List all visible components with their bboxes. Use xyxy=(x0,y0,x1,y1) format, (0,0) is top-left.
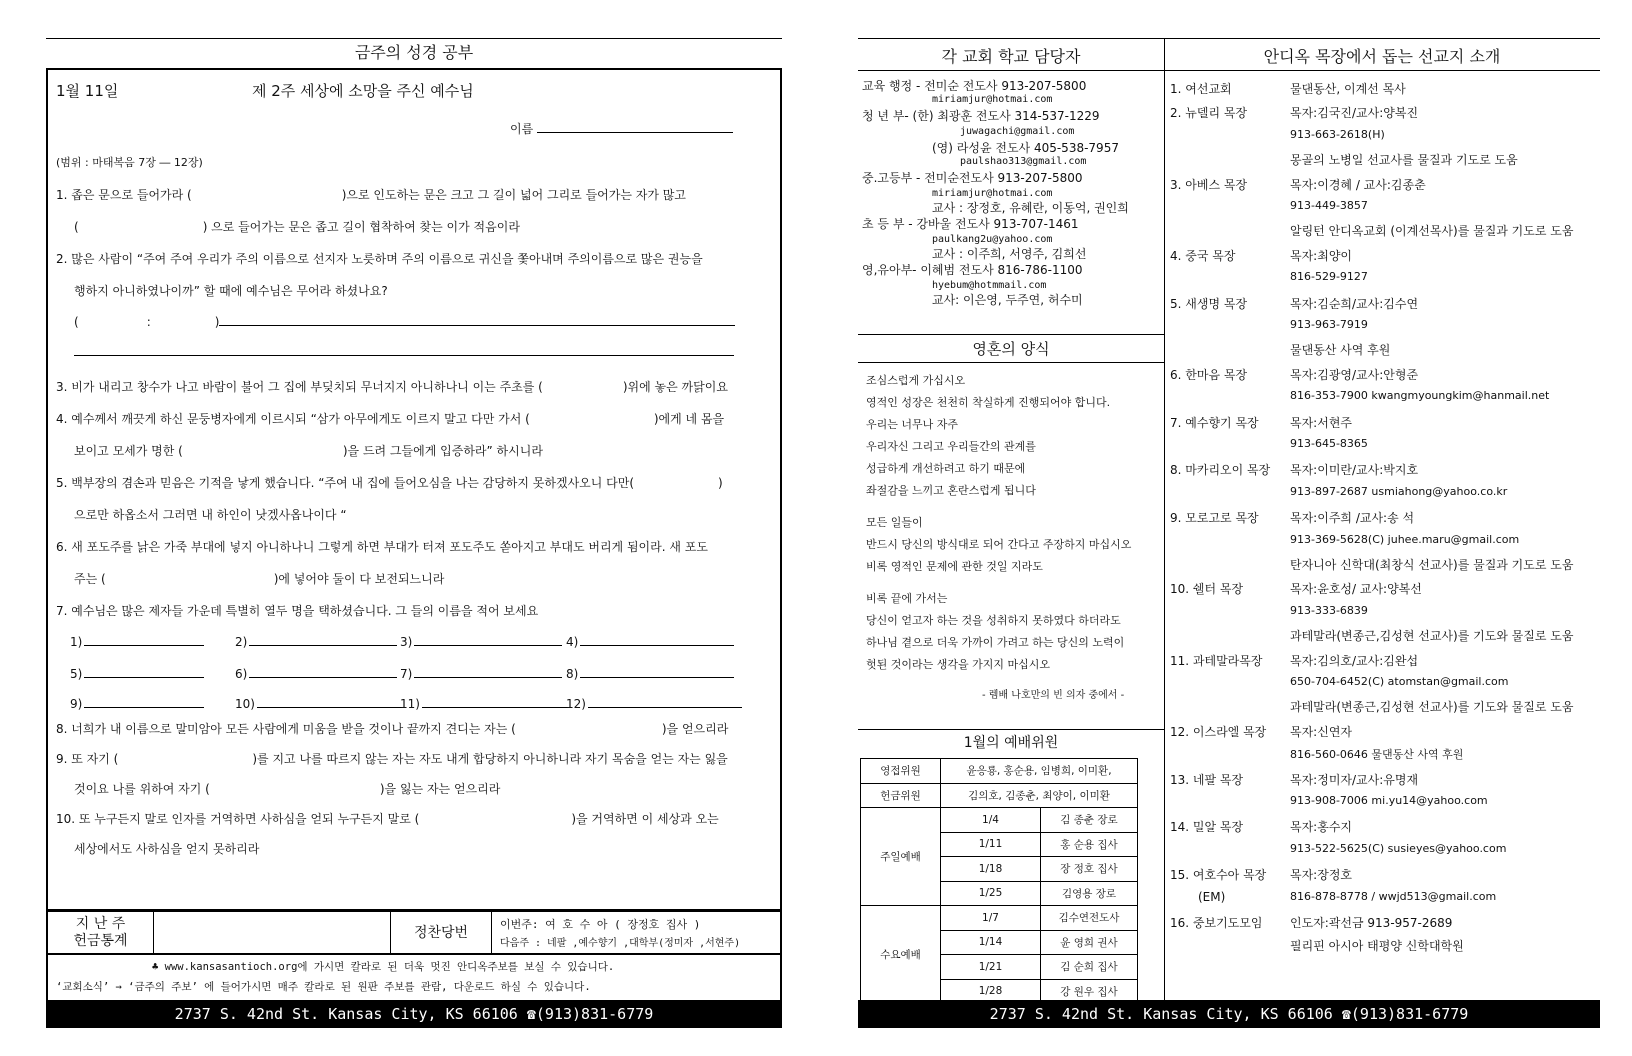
q6-text-b: 주는 ( xyxy=(74,572,106,586)
mission-name: 7. 예수향기 목장 xyxy=(1170,415,1259,430)
sunday-date: 1/4 xyxy=(941,808,1041,833)
q2-blank-line[interactable] xyxy=(219,314,735,326)
poem-line: 우리자신 그리고 우리들간의 관계를 xyxy=(866,440,1036,453)
disciple-blank[interactable] xyxy=(566,666,734,681)
question-10-cont: 세상에서도 사하심을 얻지 못하리라 xyxy=(74,842,260,856)
staff-line: 영,유아부- 이혜범 전도사 816-786-1100 xyxy=(862,263,1083,277)
notice-line-2: ‘교회소식’ → ‘금주의 주보’ 에 들어가시면 매주 칼라로 된 원판 주보를 관람, 다운로드 하실 수 있습니다. xyxy=(56,981,591,993)
mission-name: 11. 과테말라목장 xyxy=(1170,653,1263,668)
address-bar-right: 2737 S. 42nd St. Kansas City, KS 66106 ☎(913)831-6779 xyxy=(858,1000,1600,1028)
q3-text-b: )위에 놓은 까닭이요 xyxy=(622,380,728,394)
mission-detail: 913-333-6839 xyxy=(1290,603,1368,617)
mission-detail: 913-522-5625(C) susieyes@yahoo.com xyxy=(1290,841,1507,855)
mission-leader: 목자:서현주 xyxy=(1290,415,1353,430)
top-rule xyxy=(46,38,782,39)
wednesday-name: 김 순희 집사 xyxy=(1041,955,1138,980)
mission-detail: 650-704-6452(C) atomstan@gmail.com xyxy=(1290,675,1509,688)
question-10 xyxy=(56,810,719,827)
mission-leader: 목자:김광영/교사:안형준 xyxy=(1290,367,1419,382)
question-6-cont xyxy=(74,570,444,587)
disciple-line[interactable] xyxy=(257,696,405,708)
mission-leader: 목자:홍수지 xyxy=(1290,820,1353,835)
q4-text-a: 4. 예수께서 깨끗게 하신 문둥병자에게 이르시되 “삼가 아무에게도 이르지 말고 다만 가서 ( xyxy=(56,412,530,426)
disciple-number: 3) xyxy=(400,635,413,649)
mission-leader: 목자:윤호성/ 교사:양복선 xyxy=(1290,582,1422,597)
mission-name: 16. 중보기도모임 xyxy=(1170,916,1263,930)
disciple-line[interactable] xyxy=(84,696,204,708)
worship-title: 1월의 예배위원 xyxy=(963,735,1059,751)
q2-open: ( xyxy=(74,315,79,329)
mission-detail: 913-369-5628(C) juhee.maru@gmail.com xyxy=(1290,532,1520,546)
mission-detail: 과테말라(변종근,김성현 선교사)를 기도와 물질로 도움 xyxy=(1290,629,1574,644)
disciple-line[interactable] xyxy=(588,696,742,708)
mission-name: 3. 아베스 목장 xyxy=(1170,177,1248,192)
stats-label-1: 지 난 주 xyxy=(75,916,126,932)
mission-leader: 목자:김의호/교사:김완섭 xyxy=(1290,653,1419,668)
disciple-blank[interactable] xyxy=(235,696,405,711)
sunday-name: 홍 순용 집사 xyxy=(1041,832,1138,857)
scope: (범위 : 마태복음 7장 ― 12장) xyxy=(56,156,203,169)
praise-label: 정찬당번 xyxy=(390,912,492,954)
q4-text-b: )에게 네 몸을 xyxy=(653,412,725,426)
sunday-name: 김영용 장로 xyxy=(1041,881,1138,906)
q1-text-b: )으로 인도하는 문은 크고 그 길이 넓어 그리로 들어가는 자가 많고 xyxy=(341,188,686,202)
soul-rule-top xyxy=(858,334,1164,335)
mission-detail: 913-645-8365 xyxy=(1290,437,1368,450)
offering-label: 헌금위원 xyxy=(861,783,941,808)
table-row xyxy=(861,906,1138,931)
q6-text-c: )에 넣어야 둘이 다 보전되느니라 xyxy=(273,572,445,586)
mission-detail: 탄자니아 신학대(최창식 선교사)를 물질과 기도로 도움 xyxy=(1290,558,1574,572)
q9-text-a: 9. 또 자기 ( xyxy=(56,752,119,766)
wednesday-name: 강 원우 집사 xyxy=(1041,979,1138,1004)
mission-detail: 913-663-2618(H) xyxy=(1290,127,1385,141)
mission-name: 12. 이스라엘 목장 xyxy=(1170,724,1267,739)
greeting-names: 윤응룡, 홍순용, 임병희, 이미환, xyxy=(941,759,1138,784)
disciple-line[interactable] xyxy=(249,666,397,678)
disciple-blank[interactable] xyxy=(400,666,562,681)
staff-line: 교사 : 이주희, 서영주, 김희선 xyxy=(932,247,1087,261)
q9-text-d: )을 잃는 자는 얻으리라 xyxy=(379,782,501,796)
mission-name: 15. 여호수아 목장 xyxy=(1170,868,1267,883)
sunday-name: 김 종춘 장로 xyxy=(1041,808,1138,833)
staff-line: (영) 라성윤 전도사 405-538-7957 xyxy=(932,141,1119,155)
mission-leader: 목자:정미자/교사:유명재 xyxy=(1290,772,1419,787)
staff-email[interactable]: miriamjur@hotmai.com xyxy=(932,188,1053,199)
name-input[interactable] xyxy=(537,121,733,133)
top-rule-right xyxy=(858,38,1600,39)
staff-email[interactable]: hyebum@hotmmail.com xyxy=(932,280,1047,291)
mission-detail: 913-963-7919 xyxy=(1290,318,1368,331)
lesson-date: 1월 11일 xyxy=(56,82,119,100)
mission-title: 안디옥 목장에서 돕는 선교지 소개 xyxy=(1263,47,1501,66)
q2-colon: : xyxy=(146,315,151,329)
notice-line-1: ♣ www.kansasantioch.org에 가시면 칼라로 된 더욱 멋진 안디옥주보를 보실 수 있습니다. xyxy=(152,961,615,973)
mission-name: 14. 밀알 목장 xyxy=(1170,820,1244,835)
wednesday-label: 수요예배 xyxy=(861,906,941,1004)
disciple-line[interactable] xyxy=(249,634,397,646)
q1-text-c: ( xyxy=(74,220,79,234)
poem-line: 비록 끝에 가서는 xyxy=(866,592,948,605)
disciple-number: 7) xyxy=(400,667,413,681)
question-6: 6. 새 포도주를 낡은 가죽 부대에 넣지 아니하나니 그렇게 하면 부대가 터져 포도주도 쏟아지고 부대도 버리게 됨이라. 새 포도 xyxy=(56,540,708,554)
soul-rule-bottom xyxy=(858,362,1164,363)
mission-detail: 물댄동산 사역 후원 xyxy=(1290,343,1391,358)
q1-text-d: ) 으로 들어가는 문은 좁고 길이 협착하여 찾는 이가 적음이라 xyxy=(202,220,520,234)
question-1-cont xyxy=(74,218,520,235)
staff-line: 교육 행정 - 전미순 전도사 913-207-5800 xyxy=(862,79,1087,93)
greeting-label: 영접위원 xyxy=(861,759,941,784)
q8-text-a: 8. 너희가 내 이름으로 말미암아 모든 사람에게 미움을 받을 것이나 끝까지 견디는 자는 ( xyxy=(56,722,516,736)
staff-title: 각 교회 학교 담당자 xyxy=(941,47,1081,66)
question-2: 2. 많은 사람이 “주여 주여 우리가 주의 이름으로 선지자 노릇하며 주의 이름으로 귀신을 쫓아내며 주의이름으로 많은 권능을 xyxy=(56,252,703,266)
name-row xyxy=(510,120,733,137)
wednesday-name: 윤 영희 권사 xyxy=(1041,930,1138,955)
mission-sub: (EM) xyxy=(1198,889,1226,904)
mission-leader: 목자:김국진/교사:양복진 xyxy=(1290,106,1419,121)
disciple-line[interactable] xyxy=(84,666,204,678)
mission-name: 9. 모로고로 목장 xyxy=(1170,511,1259,526)
greeting-row xyxy=(861,759,1138,784)
header-rule xyxy=(858,70,1600,71)
wednesday-date: 1/7 xyxy=(941,906,1041,931)
lesson-title: 제 2주 세상에 소망을 주신 예수님 xyxy=(252,82,474,100)
q2-extra-line[interactable] xyxy=(74,344,734,359)
question-2-answer xyxy=(74,314,735,329)
question-1 xyxy=(56,186,686,203)
mission-leader: 인도자:곽선금 913-957-2689 xyxy=(1290,916,1453,930)
sunday-date: 1/11 xyxy=(941,832,1041,857)
poem-line: 성급하게 개선하려고 하기 때문에 xyxy=(866,462,1026,475)
question-2-cont: 행하지 아니하였나이까” 할 때에 예수님은 무어라 하셨나요? xyxy=(74,284,388,298)
worship-rule-top xyxy=(858,729,1164,730)
name-label: 이름 xyxy=(510,122,534,136)
address-bar: 2737 S. 42nd St. Kansas City, KS 66106 ☎(913)831-6779 xyxy=(46,1000,782,1028)
staff-email[interactable]: paulkang2u@yahoo.com xyxy=(932,234,1053,245)
mission-leader: 목자:최양이 xyxy=(1290,248,1353,263)
poem-line: 모든 일들이 xyxy=(866,516,923,529)
poem-line: 영적인 성장은 천천히 착실하게 진행되어야 합니다. xyxy=(866,396,1111,409)
poem-line: 반드시 당신의 방식대로 되어 간다고 주장하지 마십시오 xyxy=(866,538,1132,551)
stats-label-2: 헌금통계 xyxy=(73,933,128,949)
question-4 xyxy=(56,410,724,427)
poem-line: 헛된 것이라는 생각을 가지지 마십시오 xyxy=(866,658,1051,671)
disciple-number: 5) xyxy=(70,667,83,681)
soul-title: 영혼의 양식 xyxy=(972,340,1050,358)
mission-detail: 알링턴 안디옥교회 (이계선목사)를 물질과 기도로 도움 xyxy=(1290,224,1574,239)
q9-text-c: 것이요 나를 위하여 자기 ( xyxy=(74,782,210,796)
staff-line: 중.고등부 - 전미순전도사 913-207-5800 xyxy=(862,171,1083,185)
staff-email[interactable]: miriamjur@hotmai.com xyxy=(932,94,1053,105)
disciple-blank[interactable] xyxy=(235,666,397,681)
mission-name: 8. 마카리오이 목장 xyxy=(1170,463,1271,478)
disciple-line[interactable] xyxy=(414,666,562,678)
mission-leader: 목자:이경혜 / 교사:김종춘 xyxy=(1290,177,1426,192)
mission-detail: 816-529-9127 xyxy=(1290,270,1368,284)
mission-leader: 목자:이주희 /교사:송 석 xyxy=(1290,511,1415,526)
disciple-blank[interactable] xyxy=(70,666,204,681)
q1-text-a: 1. 좁은 문으로 들어가라 ( xyxy=(56,188,192,202)
worship-table xyxy=(860,758,1138,1004)
disciple-line[interactable] xyxy=(580,666,734,678)
q5-text-b: ) xyxy=(718,476,723,490)
mission-leader: 물댄동산, 이계선 목사 xyxy=(1290,82,1406,96)
poem-source: - 렘배 나호만의 빈 의자 중에서 - xyxy=(982,690,1125,701)
wednesday-date: 1/28 xyxy=(941,979,1041,1004)
question-8 xyxy=(56,720,728,737)
disciple-line[interactable] xyxy=(422,696,570,708)
disciple-number: 8) xyxy=(566,667,579,681)
sunday-label: 주일예배 xyxy=(861,808,941,906)
mission-detail: 816-878-8778 / wwjd513@gmail.com xyxy=(1290,889,1497,903)
question-3 xyxy=(56,378,728,395)
sunday-date: 1/25 xyxy=(941,881,1041,906)
poem-line: 비록 영적인 문제에 관한 것일 지라도 xyxy=(866,560,1043,573)
this-week: 이번주: 여 호 수 아 ( 장정호 집사 ) xyxy=(500,918,701,931)
column-divider xyxy=(1164,38,1165,1000)
q4-text-c: 보이고 모세가 명한 ( xyxy=(74,444,183,458)
poem-line: 우리는 너무나 자주 xyxy=(866,418,959,431)
q2-close: ) xyxy=(214,315,220,329)
staff-email[interactable]: paulshao313@gmail.com xyxy=(960,156,1087,167)
disciple-line[interactable] xyxy=(580,634,734,646)
disciple-number: 6) xyxy=(235,667,248,681)
question-7: 7. 예수님은 많은 제자들 가운데 특별히 열두 명을 택하셨습니다. 그 들의 이름을 적어 보세요 xyxy=(56,604,539,618)
disciple-number: 2) xyxy=(235,635,248,649)
staff-line: 청 년 부- (한) 최광훈 전도사 314-537-1229 xyxy=(862,109,1100,123)
mission-leader: 목자:장정호 xyxy=(1290,868,1353,883)
next-week: 다음주 : 네팔 ,예수향기 ,대학부(정미자 ,서현주) xyxy=(500,938,741,949)
question-9-cont xyxy=(74,780,500,797)
disciple-number: 11) xyxy=(400,697,420,711)
disciple-blank[interactable] xyxy=(566,634,734,649)
q4-text-d: )을 드려 그들에게 입증하라” 하시니라 xyxy=(342,444,543,458)
poem-line: 당신이 얻고자 하는 것을 성취하지 못하였다 하더라도 xyxy=(866,614,1121,627)
q9-text-b: )를 지고 나를 따르지 않는 자는 자도 내게 합당하지 아니하니라 자기 목숨을 얻는 자는 잃을 xyxy=(252,752,728,766)
staff-line: 교사: 이은영, 두주연, 허수미 xyxy=(932,293,1083,307)
disciple-number: 1) xyxy=(70,635,83,649)
mission-name: 10. 쉘터 목장 xyxy=(1170,582,1244,597)
disciple-blank[interactable] xyxy=(70,696,204,711)
poem-line: 조심스럽게 가십시오 xyxy=(866,374,966,387)
mission-name: 4. 중국 목장 xyxy=(1170,248,1236,263)
poem-line: 하나님 곁으로 더욱 가까이 가려고 하는 당신의 노력이 xyxy=(866,636,1125,649)
website-notice xyxy=(46,955,782,1000)
question-9 xyxy=(56,750,728,767)
mission-detail: 913-897-2687 usmiahong@yahoo.co.kr xyxy=(1290,484,1508,498)
disciple-number: 9) xyxy=(70,697,83,711)
bible-study-page xyxy=(46,36,782,1036)
staff-line: 교사 : 장정호, 유혜란, 이동억, 권인희 xyxy=(932,201,1129,215)
wednesday-date: 1/21 xyxy=(941,955,1041,980)
q8-text-b: )을 얻으리라 xyxy=(661,722,729,736)
mission-name: 6. 한마음 목장 xyxy=(1170,367,1248,382)
disciple-blank[interactable] xyxy=(235,634,397,649)
sunday-name: 장 정호 집사 xyxy=(1041,857,1138,882)
mission-detail: 913-908-7006 mi.yu14@yahoo.com xyxy=(1290,794,1488,807)
offering-row xyxy=(861,783,1138,808)
church-info-page xyxy=(858,36,1600,1036)
mission-detail: 필리핀 아시아 태평양 신학대학원 xyxy=(1290,939,1464,954)
mission-leader: 목자:신연자 xyxy=(1290,724,1353,739)
mission-detail: 과테말라(변종근,김성현 선교사)를 기도와 물질로 도움 xyxy=(1290,700,1574,715)
mission-leader: 목자:이미란/교사:박지호 xyxy=(1290,463,1419,478)
question-5 xyxy=(56,474,723,491)
mission-name: 5. 새생명 목장 xyxy=(1170,296,1248,311)
disciple-number: 4) xyxy=(566,635,579,649)
mission-leader: 목자:김순희/교사:김수연 xyxy=(1290,296,1419,311)
disciple-blank[interactable] xyxy=(400,634,562,649)
q10-text-b: )을 거역하면 이 세상과 오는 xyxy=(571,812,719,826)
offering-stats-row xyxy=(46,911,782,955)
sunday-date: 1/18 xyxy=(941,857,1041,882)
disciple-blank[interactable] xyxy=(70,634,204,649)
disciple-number: 10) xyxy=(235,697,255,711)
q3-text-a: 3. 비가 내리고 창수가 나고 바람이 불어 그 집에 부딪치되 무너지지 아니하나니 이는 주초를 ( xyxy=(56,380,543,394)
staff-line: 초 등 부 - 강바울 전도사 913-707-1461 xyxy=(862,217,1079,231)
offering-names: 김의호, 김종춘, 최양이, 이미환 xyxy=(941,783,1138,808)
q5-text-a: 5. 백부장의 겸손과 믿음은 기적을 낳게 했습니다. “주여 내 집에 들어오심을 나는 감당하지 못하겠사오니 다만( xyxy=(56,476,635,490)
mission-name: 1. 여선교회 xyxy=(1170,82,1232,96)
poem-line: 좌절감을 느끼고 혼란스럽게 됩니다 xyxy=(866,484,1036,497)
disciple-number: 12) xyxy=(566,697,586,711)
mission-detail: 816-353-7900 kwangmyoungkim@hanmail.net xyxy=(1290,389,1550,403)
wednesday-name: 김수연전도사 xyxy=(1041,906,1138,931)
staff-email[interactable]: juwagachi@gmail.com xyxy=(960,126,1075,137)
q10-text-a: 10. 또 누구든지 말로 인자를 거역하면 사하심을 얻되 누구든지 말로 ( xyxy=(56,812,420,826)
question-5-cont: 으로만 하옵소서 그러면 내 하인이 낫겠사옵나이다 “ xyxy=(74,508,347,522)
table-row xyxy=(861,808,1138,833)
mission-name: 13. 네팔 목장 xyxy=(1170,772,1244,787)
mission-detail: 816-560-0646 물댄동산 사역 후원 xyxy=(1290,748,1464,762)
mission-name: 2. 뉴델리 목장 xyxy=(1170,106,1248,121)
disciple-line[interactable] xyxy=(84,634,204,646)
disciple-line[interactable] xyxy=(414,634,562,646)
mission-detail: 913-449-3857 xyxy=(1290,199,1368,212)
disciple-blank[interactable] xyxy=(400,696,570,711)
stats-label xyxy=(48,912,154,954)
question-4-cont xyxy=(74,442,543,459)
study-box xyxy=(46,68,782,911)
mission-detail: 몽골의 노병일 선교사를 물질과 기도로 도움 xyxy=(1290,153,1518,168)
section-title: 금주의 성경 공부 xyxy=(354,43,474,62)
disciple-blank[interactable] xyxy=(566,696,742,711)
wednesday-date: 1/14 xyxy=(941,930,1041,955)
